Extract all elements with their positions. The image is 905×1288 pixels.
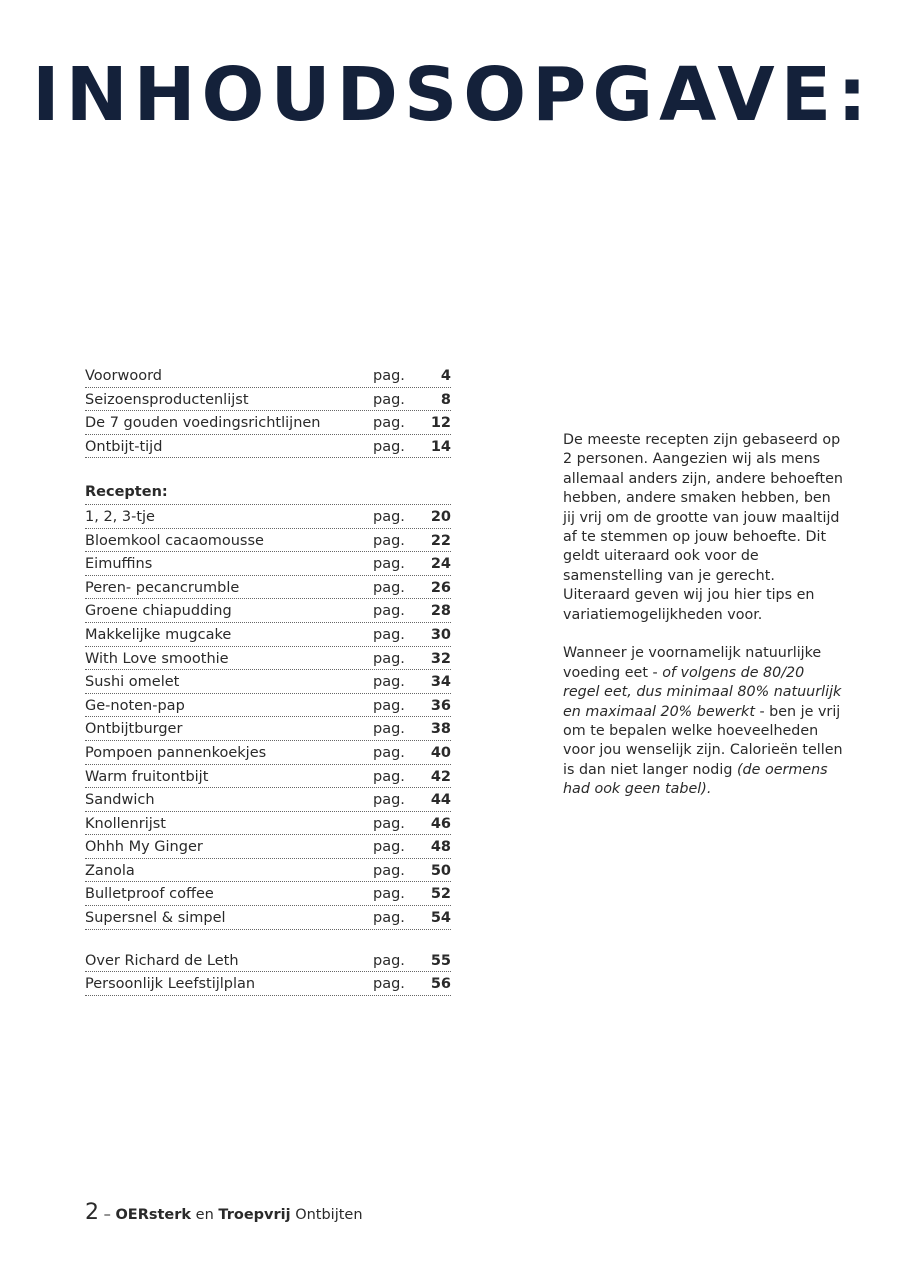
toc-row bbox=[85, 623, 451, 647]
toc-pag-label: pag. bbox=[373, 976, 405, 993]
toc-page-number: 26 bbox=[430, 579, 451, 596]
toc-pag-label: pag. bbox=[373, 508, 405, 525]
toc-row bbox=[85, 882, 451, 906]
toc-entry-title: Makkelijke mugcake bbox=[85, 626, 232, 643]
toc-page-number: 55 bbox=[430, 952, 451, 969]
toc-row bbox=[85, 765, 451, 789]
toc-row bbox=[85, 972, 451, 996]
toc-entry-title: Peren- pecancrumble bbox=[85, 579, 240, 596]
toc-row bbox=[85, 717, 451, 741]
toc-row bbox=[85, 505, 451, 529]
toc-entry-title: Ontbijtburger bbox=[85, 721, 183, 738]
toc-entry-title: Eimuffins bbox=[85, 556, 153, 573]
toc-row bbox=[85, 812, 451, 836]
toc-page-number: 12 bbox=[430, 415, 451, 432]
toc-pag-label: pag. bbox=[373, 391, 405, 408]
toc-pag-label: pag. bbox=[373, 721, 405, 738]
toc-row bbox=[85, 670, 451, 694]
toc-pag-label: pag. bbox=[373, 438, 405, 455]
intro-text bbox=[563, 431, 843, 819]
toc-pag-label: pag. bbox=[373, 603, 405, 620]
toc-entry-title: Ge-noten-pap bbox=[85, 697, 185, 714]
toc-pag-label: pag. bbox=[373, 910, 405, 927]
table-of-contents bbox=[85, 364, 451, 996]
toc-pag-label: pag. bbox=[373, 697, 405, 714]
intro-paragraph-1: De meeste recepten zijn gebaseerd op 2 personen. Aangezien wij als mens allemaal anders zijn, andere behoeften hebben, andere smaken hebben, ben jij vrij om de grootte van jouw maaltijd af te stemmen op jouw behoefte. Dit geldt uiteraard ook voor de samenstelling van je gerecht. Uiteraard geven wij jou hier tips en variatiemogelijkheden voor. bbox=[563, 432, 843, 623]
toc-row bbox=[85, 411, 451, 435]
toc-row bbox=[85, 835, 451, 859]
toc-pag-label: pag. bbox=[373, 532, 405, 549]
toc-pag-label: pag. bbox=[373, 952, 405, 969]
toc-pag-label: pag. bbox=[373, 415, 405, 432]
toc-page-number: 46 bbox=[430, 815, 451, 832]
toc-entry-title: Persoonlijk Leefstijlplan bbox=[85, 976, 256, 993]
intro-paragraph-2 bbox=[563, 644, 843, 799]
paragraph-emphasis: (de oermens had ook geen tabel). bbox=[563, 761, 828, 798]
toc-pag-label: pag. bbox=[373, 556, 405, 573]
toc-recipes-heading: Recepten: bbox=[85, 481, 451, 505]
page-number: 2 bbox=[85, 1200, 99, 1225]
toc-row bbox=[85, 949, 451, 973]
toc-pag-label: pag. bbox=[373, 368, 405, 384]
toc-page-number: 20 bbox=[430, 508, 451, 525]
toc-row bbox=[85, 388, 451, 412]
toc-pag-label: pag. bbox=[373, 768, 405, 785]
toc-page-number: 36 bbox=[430, 697, 451, 714]
toc-page-number: 48 bbox=[430, 839, 451, 856]
page-title: INHOUDSOPGAVE: bbox=[32, 52, 873, 138]
toc-entry-title: Supersnel & simpel bbox=[85, 910, 226, 927]
paragraph-text: - ben je vrij om te bepalen welke hoeveelheden voor jou wenselijk zijn. Calorieën tellen is dan niet langer nodig bbox=[563, 703, 843, 778]
toc-page-number: 32 bbox=[430, 650, 451, 667]
toc-pag-label: pag. bbox=[373, 674, 405, 691]
toc-entry-title: Ohhh My Ginger bbox=[85, 839, 203, 856]
toc-row bbox=[85, 576, 451, 600]
toc-page-number: 50 bbox=[430, 862, 451, 879]
toc-page-number: 40 bbox=[430, 744, 451, 761]
toc-entry-title: Ontbijt-tijd bbox=[85, 438, 163, 455]
toc-row bbox=[85, 647, 451, 671]
toc-entry-title: Sushi omelet bbox=[85, 674, 180, 691]
toc-pag-label: pag. bbox=[373, 862, 405, 879]
toc-entry-title: With Love smoothie bbox=[85, 650, 229, 667]
toc-row bbox=[85, 788, 451, 812]
paragraph-text: Wanneer je voornamelijk natuurlijke voeding eet - bbox=[563, 645, 822, 681]
footer-brand-1: OERsterk bbox=[115, 1207, 192, 1223]
toc-entry-title: Zanola bbox=[85, 862, 135, 879]
toc-entry-title: Warm fruitontbijt bbox=[85, 768, 209, 785]
footer-brand-2: Troepvrij bbox=[218, 1207, 291, 1223]
toc-row bbox=[85, 364, 451, 388]
toc-pag-label: pag. bbox=[373, 839, 405, 856]
toc-entry-title: Over Richard de Leth bbox=[85, 952, 239, 969]
footer-dash: – bbox=[103, 1207, 111, 1223]
toc-entry-title: De 7 gouden voedingsrichtlijnen bbox=[85, 415, 321, 432]
toc-page-number: 24 bbox=[430, 556, 451, 573]
toc-pag-label: pag. bbox=[373, 815, 405, 832]
toc-row bbox=[85, 859, 451, 883]
toc-page-number: 22 bbox=[430, 532, 451, 549]
toc-pag-label: pag. bbox=[373, 626, 405, 643]
toc-page-number: 44 bbox=[430, 792, 451, 809]
toc-page-number: 4 bbox=[440, 368, 451, 384]
toc-page-number: 14 bbox=[430, 438, 451, 455]
toc-entry-title: Knollenrijst bbox=[85, 815, 166, 832]
toc-pag-label: pag. bbox=[373, 650, 405, 667]
toc-row bbox=[85, 694, 451, 718]
page-footer bbox=[85, 1200, 363, 1225]
toc-entry-title: Bloemkool cacaomousse bbox=[85, 532, 264, 549]
footer-and: en bbox=[195, 1207, 214, 1223]
toc-entry-title: Groene chiapudding bbox=[85, 603, 232, 620]
toc-page-number: 56 bbox=[430, 976, 451, 993]
toc-pag-label: pag. bbox=[373, 579, 405, 596]
toc-section-outro bbox=[85, 949, 451, 996]
toc-pag-label: pag. bbox=[373, 792, 405, 809]
toc-page-number: 38 bbox=[430, 721, 451, 738]
toc-row bbox=[85, 435, 451, 459]
toc-page-number: 52 bbox=[430, 886, 451, 903]
toc-entry-title: 1, 2, 3-tje bbox=[85, 508, 155, 525]
footer-subject: Ontbijten bbox=[295, 1207, 363, 1223]
toc-row bbox=[85, 529, 451, 553]
toc-page-number: 54 bbox=[430, 910, 451, 927]
toc-row bbox=[85, 552, 451, 576]
toc-page-number: 8 bbox=[440, 391, 451, 408]
toc-entry-title: Seizoensproductenlijst bbox=[85, 391, 249, 408]
toc-pag-label: pag. bbox=[373, 886, 405, 903]
toc-section-recipes bbox=[85, 505, 451, 930]
toc-pag-label: pag. bbox=[373, 744, 405, 761]
toc-entry-title: Bulletproof coffee bbox=[85, 886, 214, 903]
toc-row bbox=[85, 906, 451, 930]
toc-row bbox=[85, 741, 451, 765]
toc-entry-title: Voorwoord bbox=[85, 368, 163, 384]
toc-section-intro bbox=[85, 364, 451, 458]
toc-page-number: 34 bbox=[430, 674, 451, 691]
paragraph-emphasis: of volgens de 80/20 regel eet, dus minimaal 80% natuurlijk en maximaal 20% bewerkt bbox=[563, 664, 842, 720]
toc-entry-title: Sandwich bbox=[85, 792, 155, 809]
toc-page-number: 42 bbox=[430, 768, 451, 785]
toc-entry-title: Pompoen pannenkoekjes bbox=[85, 744, 267, 761]
toc-page-number: 30 bbox=[430, 626, 451, 643]
toc-row bbox=[85, 599, 451, 623]
toc-page-number: 28 bbox=[430, 603, 451, 620]
